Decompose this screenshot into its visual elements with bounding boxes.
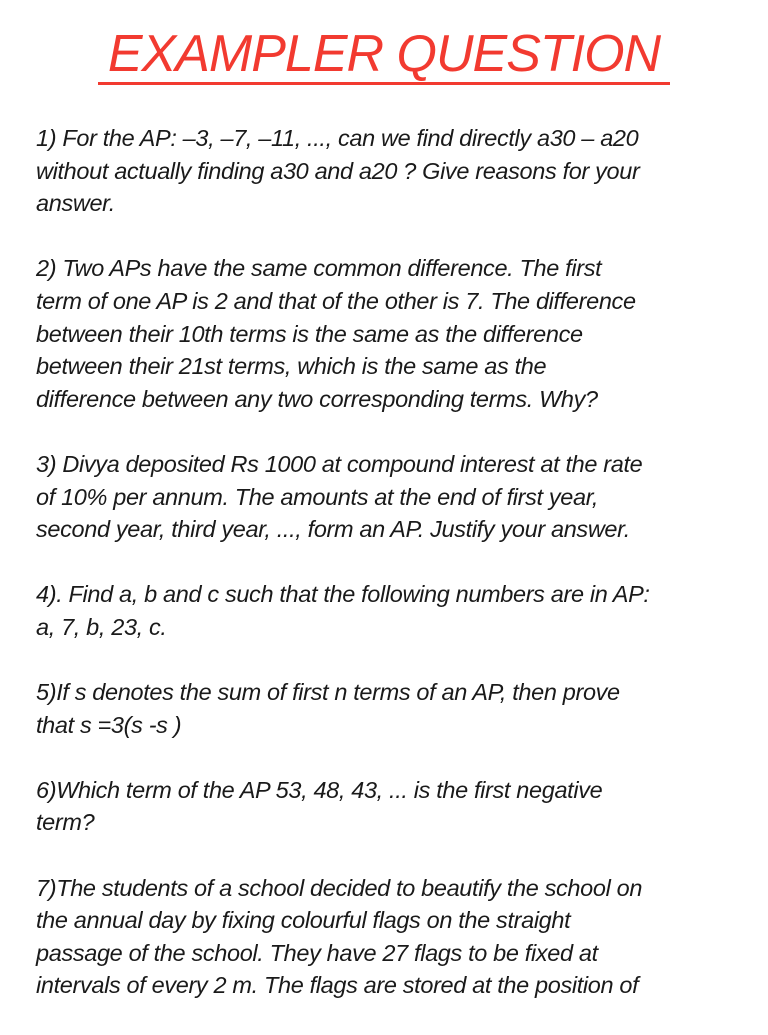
question-3: 3) Divya deposited Rs 1000 at compound interest at the rate of 10% per annum. The amounts at the end of first year, second year, third year, ..., form an AP. Justify your answer. bbox=[36, 450, 643, 543]
question-7: 7)The students of a school decided to beautify the school on the annual day by fixing colourful flags on the straight passage of the school. They have 27 flags to be fixed at intervals of every 2 m. The flags are stored at the position of bbox=[36, 874, 643, 999]
page-title-text: EXAMPLER QUESTION bbox=[98, 26, 670, 85]
page-title bbox=[0, 22, 768, 86]
question-4: 4). Find a, b and c such that the following numbers are in AP: a, 7, b, 23, c. bbox=[36, 581, 650, 640]
question-5: 5)If s denotes the sum of first n terms of an AP, then prove that s =3(s -s ) bbox=[36, 679, 620, 738]
question-6: 6)Which term of the AP 53, 48, 43, ... is the first negative term? bbox=[36, 776, 603, 836]
question-1: 1) For the AP: –3, –7, –11, ..., can we find directly a30 – a20 without actually finding a30 and a20 ? Give reasons for your answer. bbox=[36, 125, 640, 217]
question-list bbox=[36, 122, 746, 1035]
question-2: 2) Two APs have the same common difference. The first term of one AP is 2 and that of the other is 7. The difference between their 10th terms is the same as the difference between their 21st terms, which is the same as the difference between any two corresponding terms. Why? bbox=[36, 255, 636, 412]
